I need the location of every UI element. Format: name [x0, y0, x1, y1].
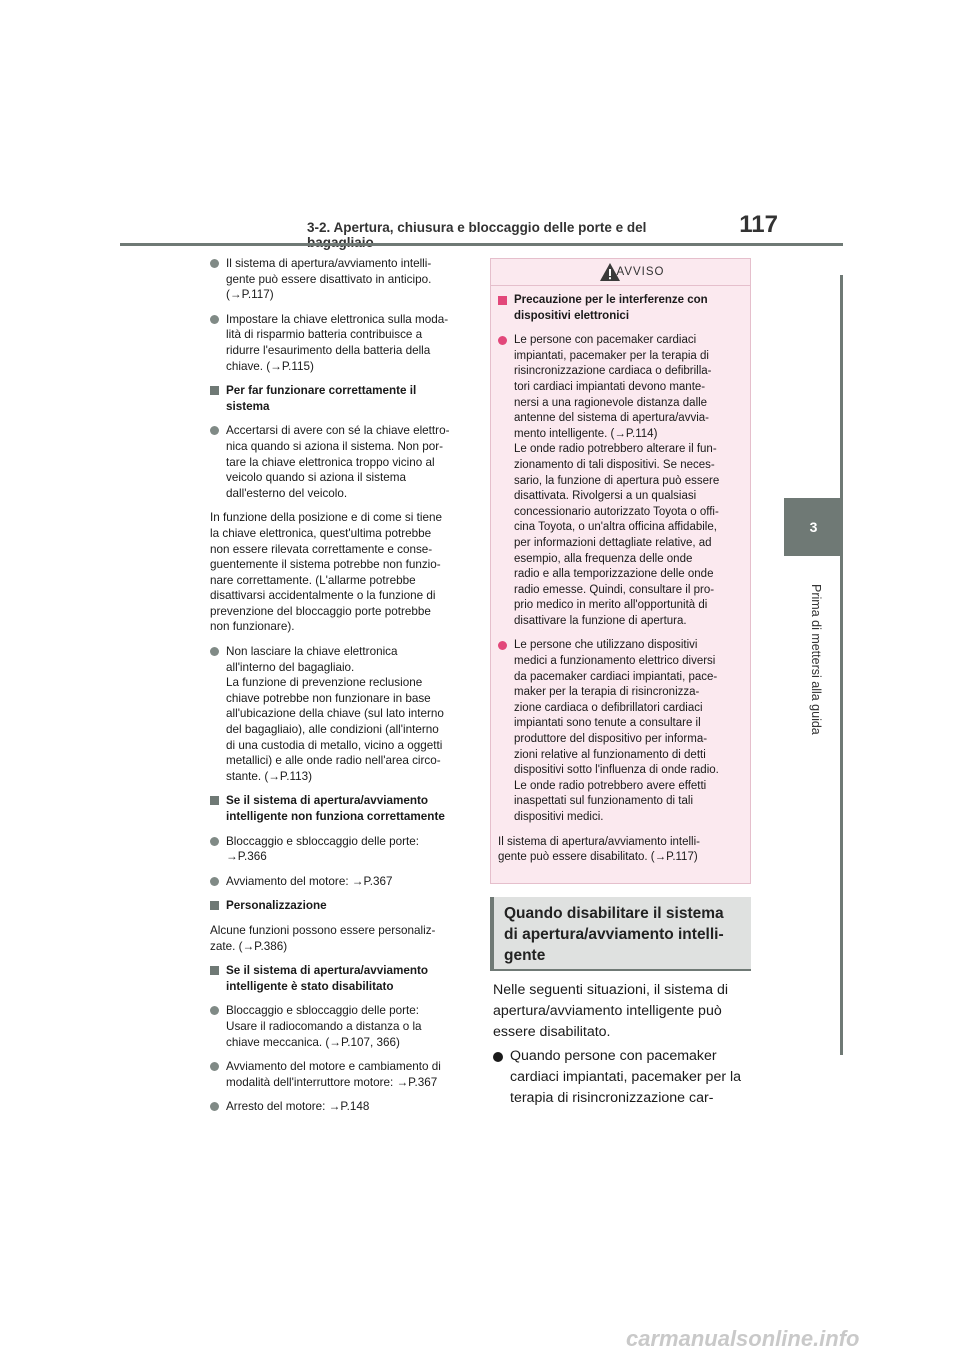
list-item: Bloccaggio e sbloccaggio delle porte: →P.366	[210, 834, 472, 865]
bullet-icon	[210, 837, 219, 846]
bullet-icon	[210, 259, 219, 268]
right-column	[493, 980, 755, 1109]
bullet-icon	[210, 1006, 219, 1015]
warning-body	[491, 286, 750, 866]
list-item: Impostare la chiave elettronica sulla moda- lità di risparmio batteria contribuisce a ridurre l'esaurimento della batteria della chiave. (→P.115)	[210, 312, 472, 374]
warning-triangle-icon	[599, 262, 621, 282]
section-title: Quando disabilitare il sistema di apertura/avviamento intelli- gente	[490, 897, 751, 971]
bullet-icon	[210, 1102, 219, 1111]
warning-box	[490, 258, 751, 884]
list-item: Non lasciare la chiave elettronica all'interno del bagagliaio. La funzione di prevenzione reclusione chiave potrebbe non funzionare in base all'ubicazione della chiave (sul lato interno del bagagliaio), alle condizioni (all'interno di una custodia di metallo, vicino a oggetti metallici) e alle onde radio nell'area circo- stante. (→P.113)	[210, 644, 472, 784]
square-icon	[210, 386, 219, 395]
subheading: Se il sistema di apertura/avviamento intelligente non funziona correttamente	[210, 793, 472, 824]
warning-item: Le persone con pacemaker cardiaci impiantati, pacemaker per la terapia di risincronizzazione cardiaca o defibrilla- tori cardiaci impiantati devono mante- nersi a una ragionevole distanza dalle antenne del sistema di apertura/avvia- mento intelligente. (→P.114) Le onde radio potrebbero alterare il fun- zionamento di tali dispositivi. Se neces- sario, la funzione di apertura può essere disattivata. Rivolgersi a un qualsiasi concessionario autorizzato Toyota o offi- cina Toyota, o un'altra officina affidabile, per informazioni dettagliate relative, ad esempio, alla frequenza delle onde radio e alla temporizzazione delle onde radio emesse. Quindi, consultare il pro- prio medico in merito all'opportunità di disattivare la funzione di apertura.	[498, 333, 742, 629]
chapter-tab[interactable]	[784, 498, 843, 556]
page-number: 117	[739, 211, 778, 238]
paragraph: In funzione della posizione e di come si tiene la chiave elettronica, quest'ultima potrebbe non essere rilevata correttamente e conse- guentemente il sistema potrebbe non funzio- nare correttamente. (L'allarme potrebbe disattivarsi accidentalmente o la funzione di prevenzione del bloccaggio porte potrebbe non funzionare).	[210, 511, 442, 634]
intro-paragraph: Nelle seguenti situazioni, il sistema di apertura/avviamento intelligente può essere disabilitato.	[493, 982, 728, 1040]
bullet-icon	[210, 877, 219, 886]
subheading: Se il sistema di apertura/avviamento intelligente è stato disabilitato	[210, 963, 472, 994]
bullet-icon	[210, 647, 219, 656]
warning-item: Le persone che utilizzano dispositivi medici a funzionamento elettrico diversi da pacemaker cardiaci impiantati, pace- maker per la terapia di risincronizza- zione cardiaca o defibrillatori cardiaci impiantati sono tenute a consultare il produttore del dispositivo per informa- zioni relative al funzionamento di detti dispositivi sotto l'influenza di onde radio. Le onde radio potrebbero avere effetti inaspettati sul funzionamento di tali dispositivi medici.	[498, 638, 742, 825]
subheading: Personalizzazione	[210, 898, 472, 914]
chapter-number: 3	[809, 519, 818, 535]
square-icon	[210, 901, 219, 910]
section-header: 3-2. Apertura, chiusura e bloccaggio delle porte e del	[307, 220, 647, 235]
warning-subheading: Precauzione per le interferenze con dispositivi elettronici	[498, 293, 742, 324]
subheading: Per far funzionare correttamente il sistema	[210, 383, 472, 414]
bullet-icon	[210, 315, 219, 324]
warning-title: AVVISO	[616, 266, 665, 278]
square-icon	[498, 296, 507, 305]
list-item: Avviamento del motore: →P.367	[210, 874, 472, 890]
header-rule	[120, 243, 843, 246]
list-item: Bloccaggio e sbloccaggio delle porte: Usare il radiocomando a distanza o la chiave meccanica. (→P.107, 366)	[210, 1003, 472, 1050]
watermark: carmanualsonline.info	[626, 1326, 860, 1351]
list-item: Il sistema di apertura/avviamento intelli- gente può essere disattivato in anticipo. (→P.117)	[210, 256, 472, 303]
left-column	[210, 256, 472, 1124]
bullet-icon	[498, 336, 507, 345]
chapter-label: Prima di mettersi alla guida	[809, 584, 823, 735]
side-rule	[840, 275, 843, 1055]
bullet-icon	[498, 641, 507, 650]
bullet-icon	[493, 1052, 503, 1062]
square-icon	[210, 796, 219, 805]
bullet-icon	[210, 426, 219, 435]
warning-header	[491, 259, 750, 286]
list-item: Avviamento del motore e cambiamento di modalità dell'interruttore motore: →P.367	[210, 1059, 472, 1090]
list-item: Arresto del motore: →P.148	[210, 1099, 472, 1115]
warning-footer: Il sistema di apertura/avviamento intelli- gente può essere disabilitato. (→P.117)	[498, 835, 700, 864]
square-icon	[210, 966, 219, 975]
bullet-icon	[210, 1062, 219, 1071]
paragraph: Alcune funzioni possono essere personaliz- zate. (→P.386)	[210, 923, 436, 953]
list-item: Accertarsi di avere con sé la chiave elettro- nica quando si aziona il sistema. Non por- tare la chiave elettronica troppo vicino al veicolo quando si aziona il sistema dall'esterno del veicolo.	[210, 423, 472, 501]
list-item: Quando persone con pacemaker cardiaci impiantati, pacemaker per la terapia di risincronizzazione car-	[493, 1046, 755, 1109]
